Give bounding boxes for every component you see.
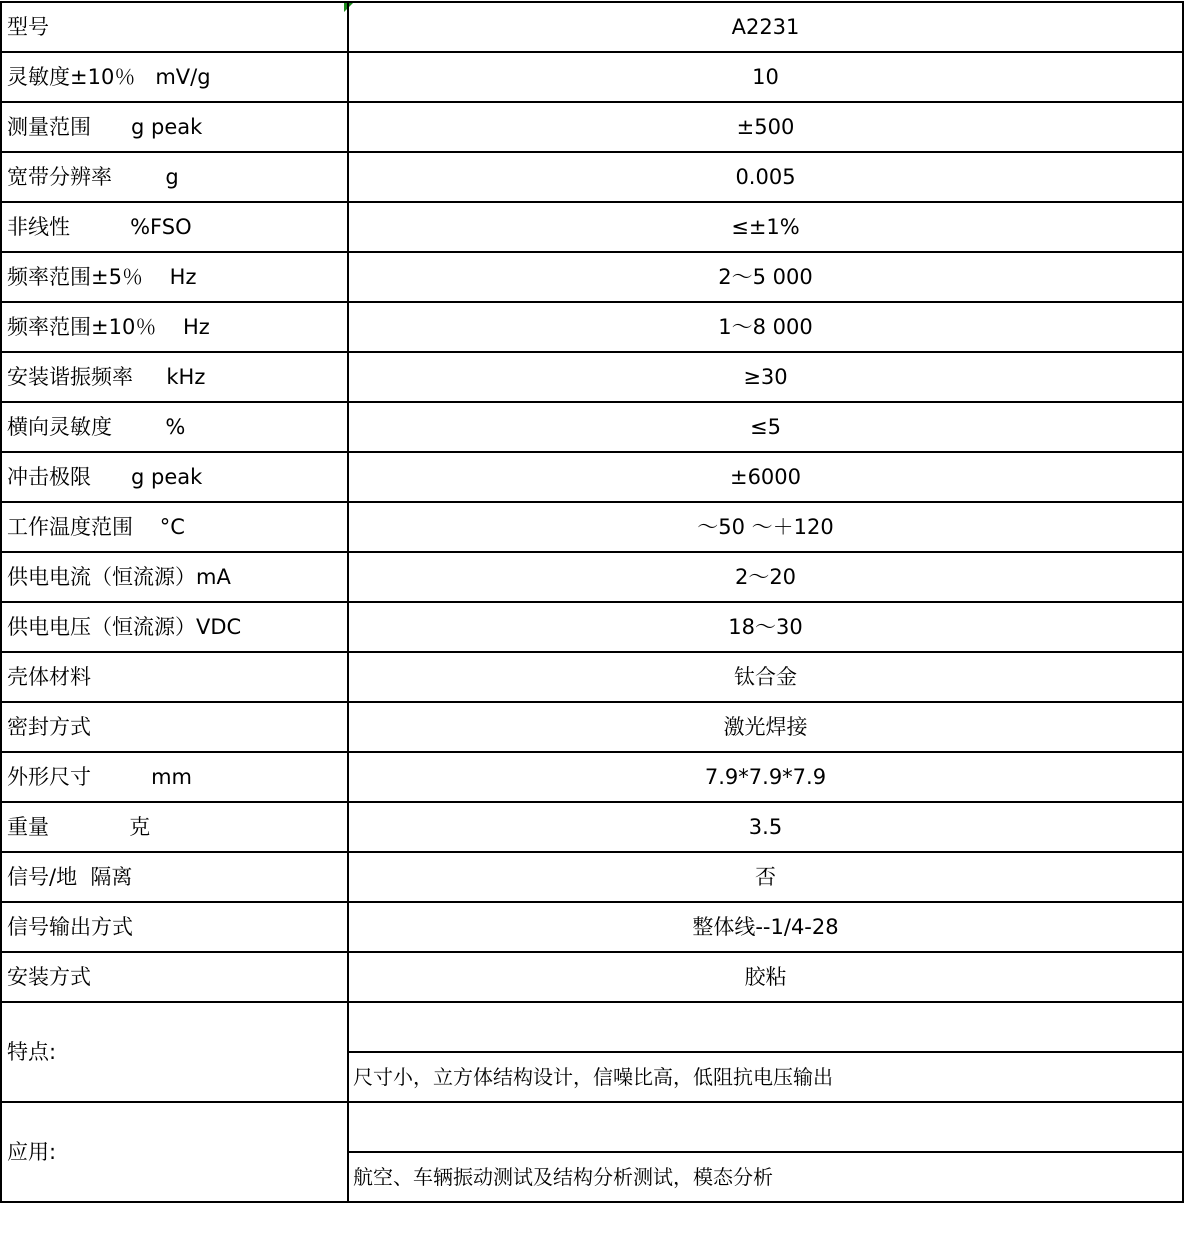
- spec-value: ～50 ～＋120: [348, 502, 1183, 552]
- table-row: [1, 952, 1183, 1002]
- spec-value: 10: [348, 52, 1183, 102]
- spec-value: ±500: [348, 102, 1183, 152]
- spec-value: 钛合金: [348, 652, 1183, 702]
- table-row: [1, 252, 1183, 302]
- features-label: 特点:: [1, 1002, 348, 1102]
- spec-label: 密封方式: [1, 702, 348, 752]
- table-row: [1, 452, 1183, 502]
- features-row: [1, 1002, 1183, 1052]
- spec-label: 宽带分辨率 g: [1, 152, 348, 202]
- table-row: [1, 852, 1183, 902]
- spec-table-body: [1, 2, 1183, 1202]
- table-row: [1, 102, 1183, 152]
- spec-value: 0.005: [348, 152, 1183, 202]
- spec-value: ≥30: [348, 352, 1183, 402]
- spec-value: A2231: [348, 2, 1183, 52]
- spec-value: ≤±1%: [348, 202, 1183, 252]
- spec-value: 整体线--1/4-28: [348, 902, 1183, 952]
- spec-label: 壳体材料: [1, 652, 348, 702]
- applications-text: 航空、车辆振动测试及结构分析测试，模态分析: [348, 1152, 1183, 1202]
- spec-label: 频率范围±5％ Hz: [1, 252, 348, 302]
- spec-label: 测量范围 g peak: [1, 102, 348, 152]
- spec-value: ±6000: [348, 452, 1183, 502]
- table-row: [1, 402, 1183, 452]
- table-row: [1, 502, 1183, 552]
- spec-label: 频率范围±10％ Hz: [1, 302, 348, 352]
- applications-row: [1, 1102, 1183, 1152]
- spec-value: 2～5 000: [348, 252, 1183, 302]
- spec-label: 信号输出方式: [1, 902, 348, 952]
- spec-value: 胶粘: [348, 952, 1183, 1002]
- table-row: [1, 652, 1183, 702]
- table-row: [1, 302, 1183, 352]
- applications-empty-cell: [348, 1102, 1183, 1152]
- spec-label: 外形尺寸 mm: [1, 752, 348, 802]
- table-row: [1, 552, 1183, 602]
- table-row: [1, 602, 1183, 652]
- spec-value: 7.9*7.9*7.9: [348, 752, 1183, 802]
- table-row: [1, 52, 1183, 102]
- spec-label: 信号/地 隔离: [1, 852, 348, 902]
- spec-value: 18～30: [348, 602, 1183, 652]
- table-row: [1, 2, 1183, 52]
- spec-label: 冲击极限 g peak: [1, 452, 348, 502]
- table-row: [1, 152, 1183, 202]
- spec-label: 安装方式: [1, 952, 348, 1002]
- spec-table: [0, 1, 1184, 1203]
- spec-label: 重量 克: [1, 802, 348, 852]
- applications-label: 应用:: [1, 1102, 348, 1202]
- spec-value: ≤5: [348, 402, 1183, 452]
- features-text: 尺寸小，立方体结构设计，信噪比高，低阻抗电压输出: [348, 1052, 1183, 1102]
- spec-value: 激光焊接: [348, 702, 1183, 752]
- spec-label: 非线性 %FSO: [1, 202, 348, 252]
- spec-label: 横向灵敏度 %: [1, 402, 348, 452]
- spec-label: 安装谐振频率 kHz: [1, 352, 348, 402]
- spec-label: 供电电压（恒流源）VDC: [1, 602, 348, 652]
- table-row: [1, 802, 1183, 852]
- spec-value: 否: [348, 852, 1183, 902]
- table-row: [1, 902, 1183, 952]
- spec-value: 1～8 000: [348, 302, 1183, 352]
- spec-label: 灵敏度±10％ mV/g: [1, 52, 348, 102]
- table-row: [1, 702, 1183, 752]
- table-row: [1, 352, 1183, 402]
- spec-value: 2～20: [348, 552, 1183, 602]
- table-row: [1, 752, 1183, 802]
- table-row: [1, 202, 1183, 252]
- spec-label: 工作温度范围 °C: [1, 502, 348, 552]
- spec-value: 3.5: [348, 802, 1183, 852]
- features-empty-cell: [348, 1002, 1183, 1052]
- spec-label: 型号: [1, 2, 348, 52]
- spec-label: 供电电流（恒流源）mA: [1, 552, 348, 602]
